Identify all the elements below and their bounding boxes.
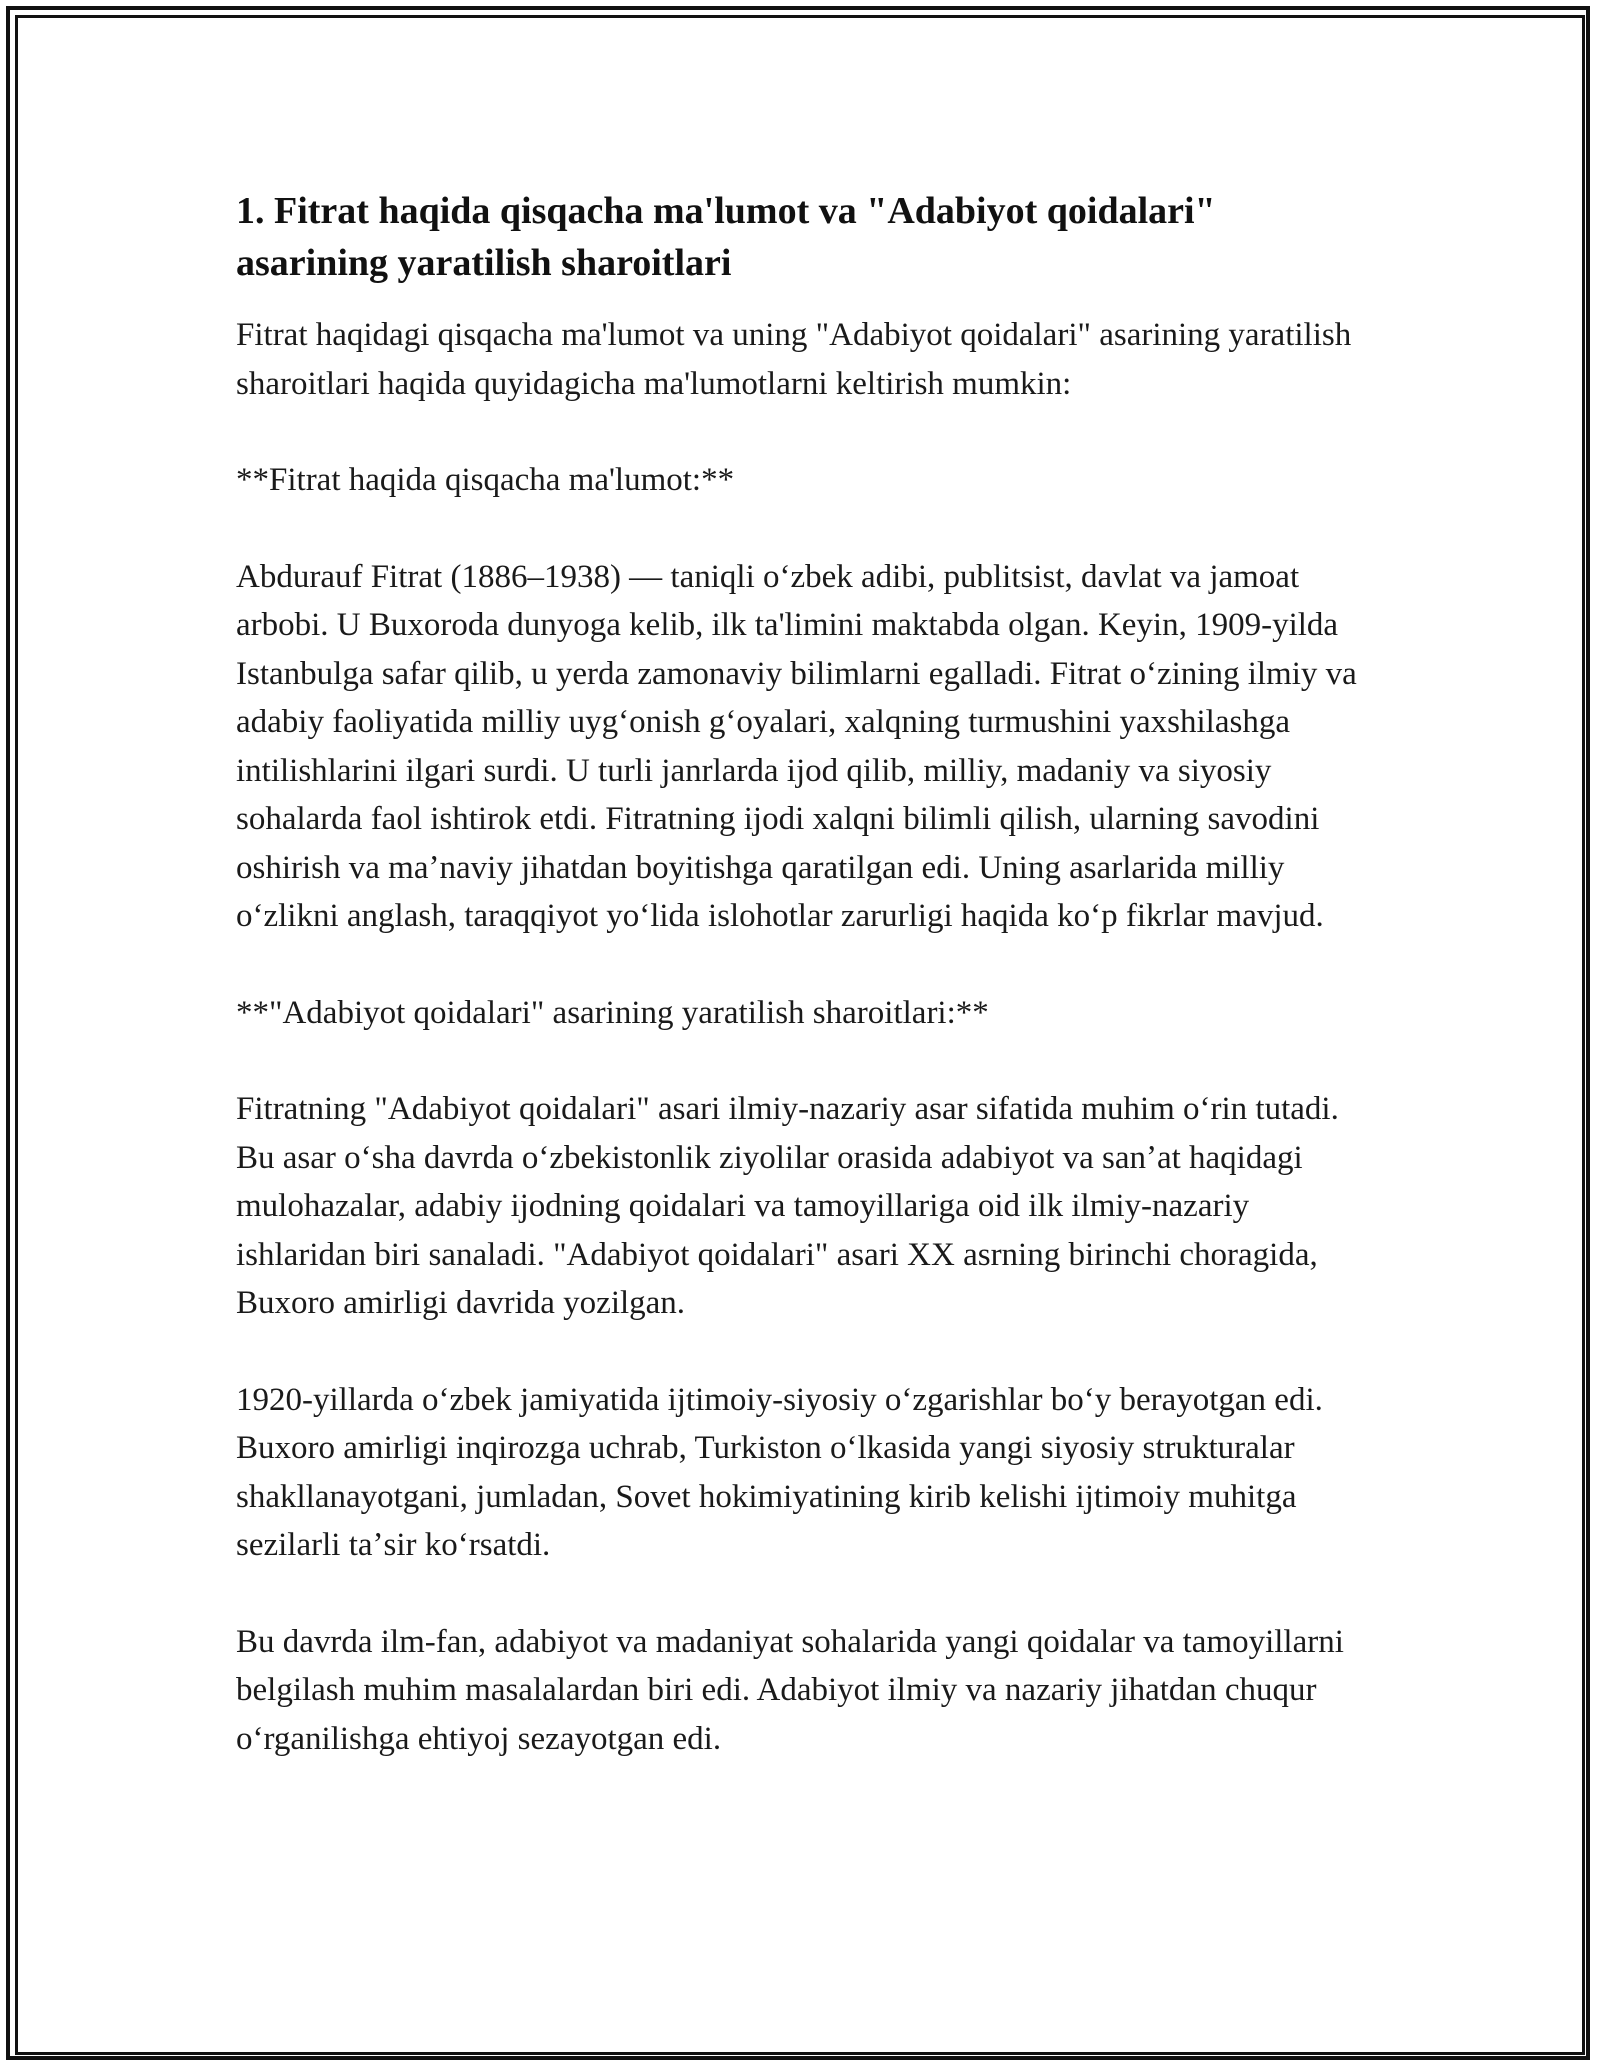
section-heading: 1. Fitrat haqida qisqacha ma'lumot va "Adabiyot qoidalari" asarining yaratilish sharoitlari [236, 190, 1216, 284]
historical-context-paragraph: 1920-yillarda oʻzbek jamiyatida ijtimoiy-siyosiy oʻzgarishlar boʻy berayotgan edi. Buxoro amirligi inqirozga uchrab, Turkiston oʻlkasida yangi siyosiy strukturalar shakllanayotgani, jumladan, Sovet hokimiyatining kirib kelishi ijtimoiy muhitga sezilarli taʼsir koʻrsatdi. [236, 1381, 1323, 1563]
work-description-paragraph: Fitratning "Adabiyot qoidalari" asari ilmiy-nazariy asar sifatida muhim oʻrin tutadi. Bu asar oʻsha davrda oʻzbekistonlik ziyolilar orasida adabiyot va sanʼat haqidagi mulohazalar, adabiy ijodning qoidalari va tamoyillariga oid ilk ilmiy-nazariy ishlaridan biri sanaladi. "Adabiyot qoidalari" asari XX asrning birinchi choragida, Buxoro amirligi davrida yozilgan. [236, 1091, 1339, 1321]
subheading-fitrat-info: **Fitrat haqida qisqacha ma'lumot:** [236, 462, 735, 498]
document-body [236, 185, 1366, 1811]
intro-paragraph: Fitrat haqidagi qisqacha ma'lumot va uning "Adabiyot qoidalari" asarining yaratilish sharoitlari haqida quyidagicha ma'lumotlarni keltirish mumkin: [236, 317, 1352, 402]
subheading-creation-conditions: **"Adabiyot qoidalari" asarining yaratilish sharoitlari:** [236, 994, 989, 1031]
conclusion-paragraph: Bu davrda ilm-fan, adabiyot va madaniyat sohalarida yangi qoidalar va tamoyillarni belgilash muhim masalalardan biri edi. Adabiyot ilmiy va nazariy jihatdan chuqur oʻrganilishga ehtiyoj sezayotgan edi. [236, 1623, 1344, 1757]
biography-paragraph: Abdurauf Fitrat (1886–1938) — taniqli oʻzbek adibi, publitsist, davlat va jamoat arbobi. U Buxoroda dunyoga kelib, ilk ta'limini maktabda olgan. Keyin, 1909-yilda Istanbulga safar qilib, u yerda zamonaviy bilimlarni egalladi. Fitrat oʻzining ilmiy va adabiy faoliyatida milliy uygʻonish gʻoyalari, xalqning turmushini yaxshilashga intilishlarini ilgari surdi. U turli janrlarda ijod qilib, milliy, madaniy va siyosiy sohalarda faol ishtirok etdi. Fitratning ijodi xalqni bilimli qilish, ularning savodini oshirish va maʼnaviy jihatdan boyitishga qaratilgan edi. Uning asarlarida milliy oʻzlikni anglash, taraqqiyot yoʻlida islohotlar zarurligi haqida koʻp fikrlar mavjud. [236, 558, 1357, 934]
